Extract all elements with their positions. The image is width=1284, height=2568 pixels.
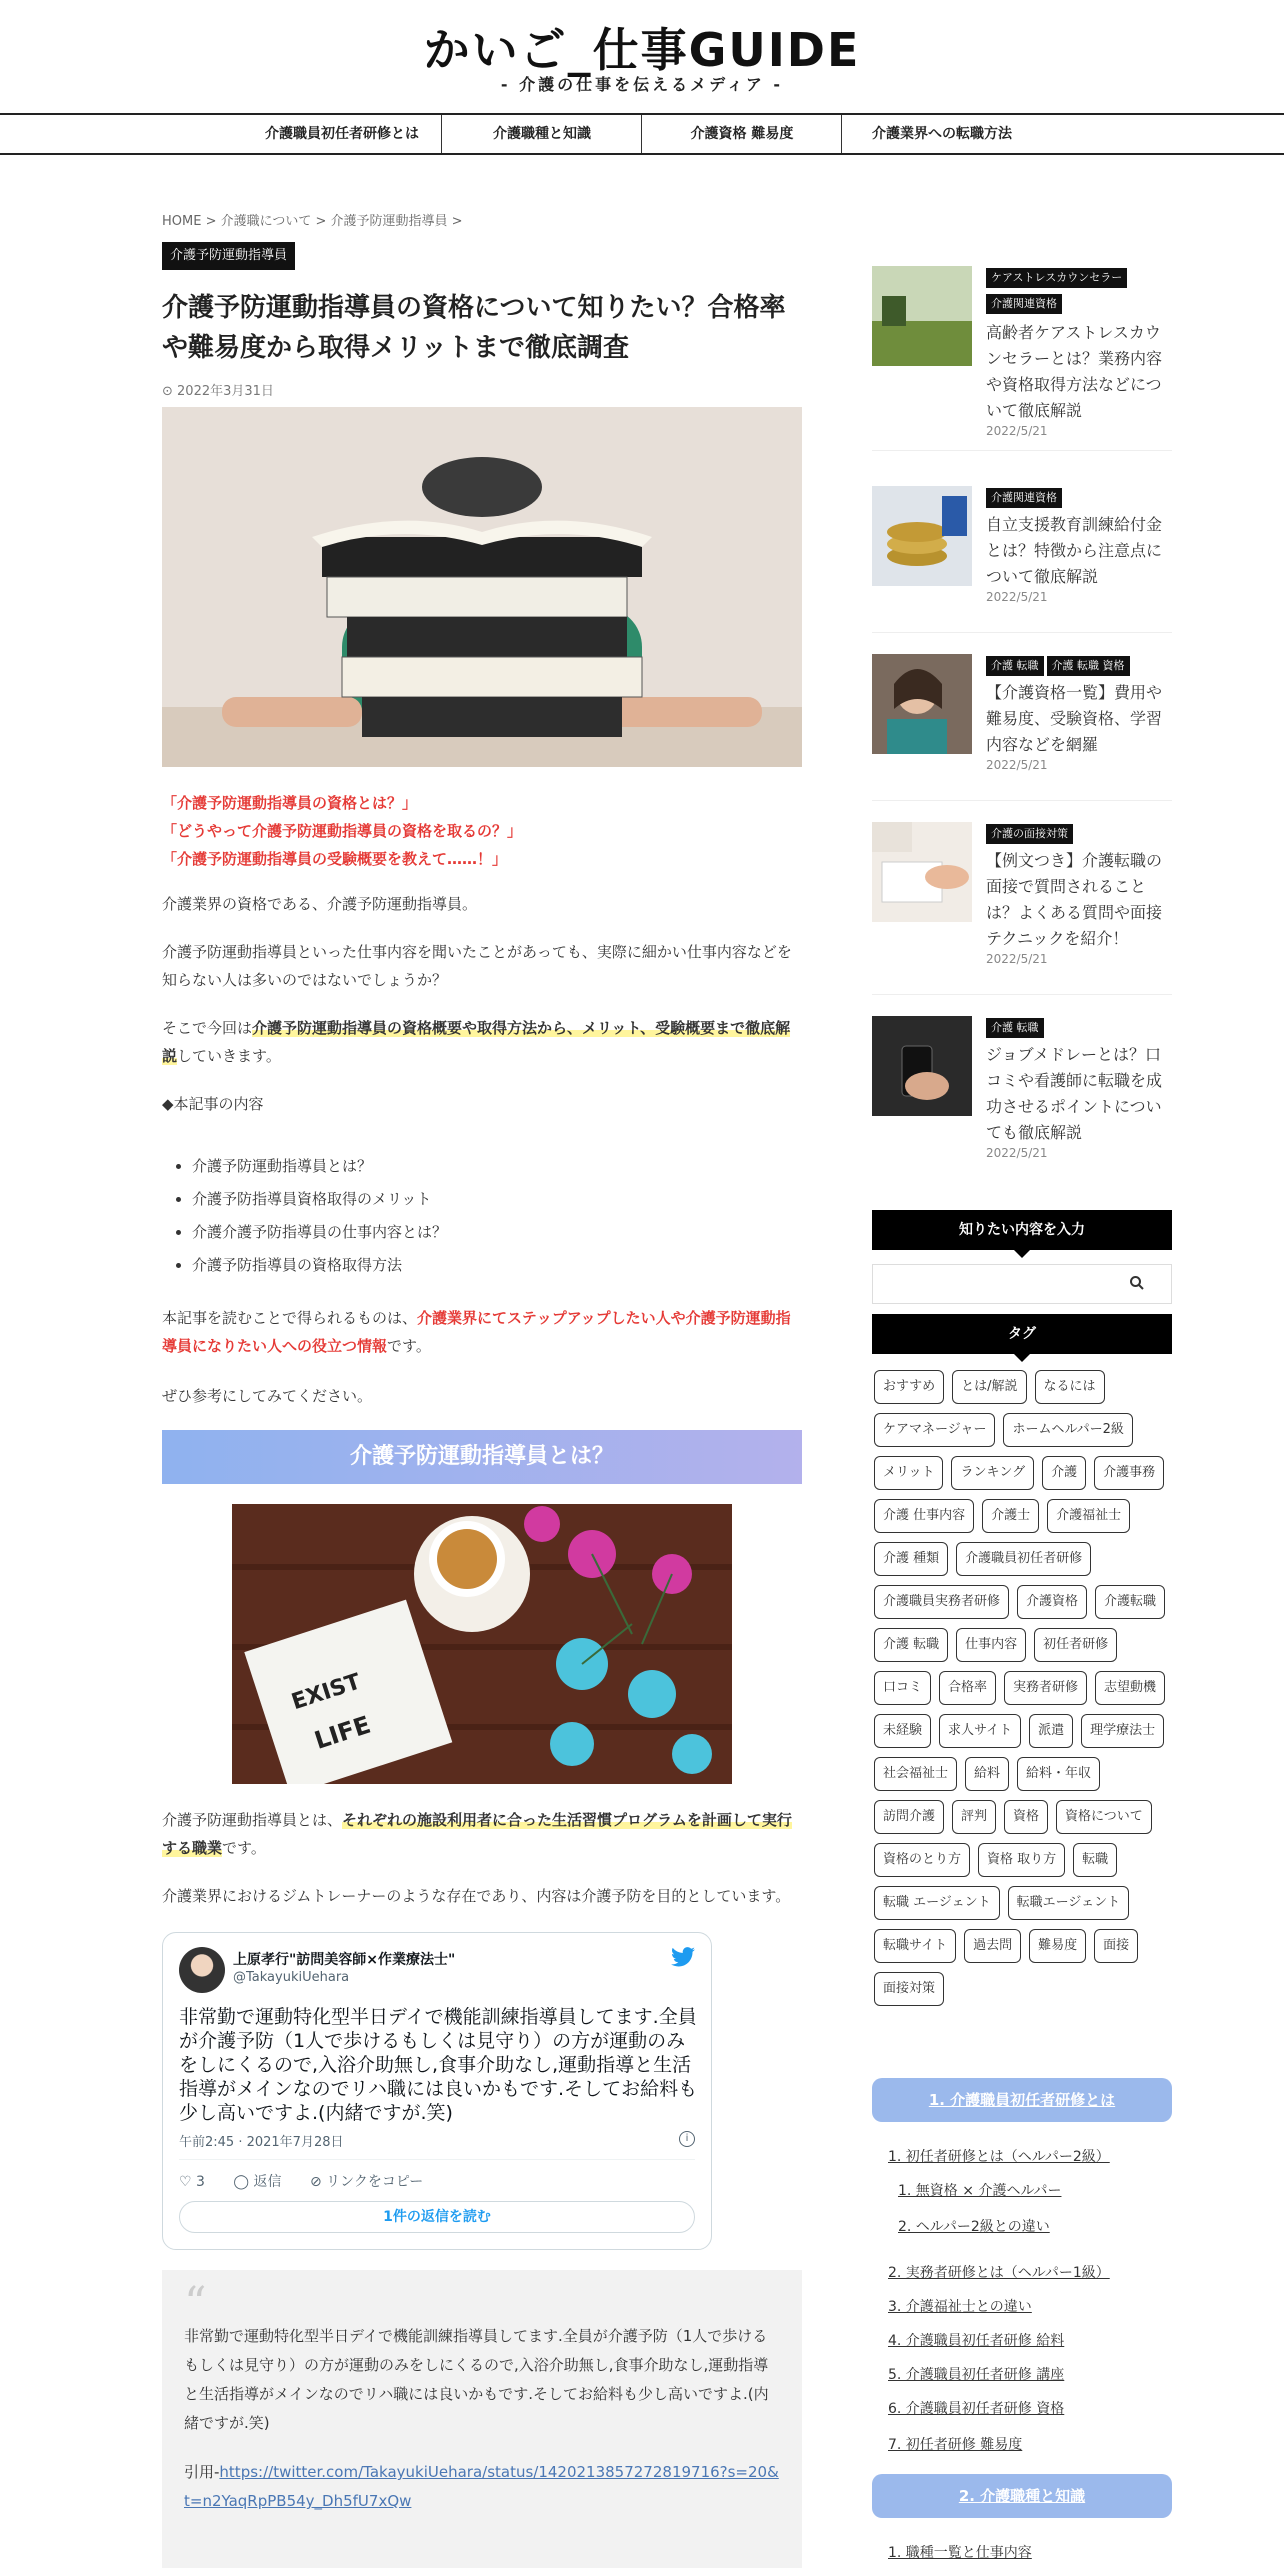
category-link[interactable]: 2. 実務者研修とは（ヘルパー1級） xyxy=(888,2265,1110,2281)
post-date: 2022/5/21 xyxy=(986,758,1048,772)
coffee-flowers-image xyxy=(232,1504,732,1784)
post-title[interactable]: 【介護資格一覧】費用や難易度、受験資格、学習内容などを網羅 xyxy=(986,683,1163,754)
tag-chip[interactable]: ホームヘルパー2級 xyxy=(1003,1413,1132,1447)
tag-chip[interactable]: なるには xyxy=(1035,1370,1105,1404)
tag-chip[interactable]: 介護 転職 xyxy=(874,1628,948,1662)
highlight-text: 介護予防運動指導員の資格概要や取得方法から、メリット、受験概要まで徹底解説 xyxy=(162,1019,791,1065)
post-thumbnail[interactable] xyxy=(872,486,972,586)
avatar[interactable] xyxy=(179,1947,225,1993)
citation-label: 引用- xyxy=(184,2463,220,2481)
quote-citation xyxy=(184,2458,780,2516)
category-link[interactable]: 1. 初任者研修とは（ヘルパー2級） xyxy=(888,2149,1110,2165)
twitter-bird-icon[interactable] xyxy=(671,1947,695,1971)
category-link[interactable]: 1. 無資格 × 介護ヘルパー xyxy=(898,2183,1062,2199)
tag-chip[interactable]: 転職 xyxy=(1073,1843,1117,1877)
tag-chip[interactable]: 介護職員実務者研修 xyxy=(874,1585,1009,1619)
paragraph xyxy=(162,1304,802,1360)
post-date: 2022/5/21 xyxy=(986,1146,1048,1160)
divider xyxy=(872,450,1172,451)
post-tags xyxy=(986,822,1172,848)
tag-chip[interactable]: 難易度 xyxy=(1029,1929,1086,1963)
clock-icon: ⊙ xyxy=(162,384,178,399)
site-logo[interactable]: かいご_仕事GUIDE xyxy=(423,23,861,77)
paragraph xyxy=(162,1014,802,1070)
tag-chip[interactable]: 口コミ xyxy=(874,1671,931,1705)
tag-chip[interactable]: 介護福祉士 xyxy=(1047,1499,1130,1533)
nav-item-shoninsha[interactable]: 介護職員初任者研修とは xyxy=(265,126,419,142)
intro-question-1: 「介護予防運動指導員の資格とは？」 xyxy=(162,794,418,812)
paragraph-text: です。 xyxy=(222,1839,266,1857)
global-nav xyxy=(0,113,1284,155)
category-link[interactable]: 4. 介護職員初任者研修 給料 xyxy=(888,2333,1065,2349)
tweet-actions xyxy=(179,2171,447,2191)
post-date xyxy=(162,380,274,399)
like-button[interactable]: ♡ 3 xyxy=(179,2174,205,2190)
reply-button[interactable]: ◯ 返信 xyxy=(233,2174,282,2190)
site-header xyxy=(0,0,1284,112)
tag-chip[interactable]: 仕事内容 xyxy=(956,1628,1026,1662)
post-tag[interactable]: 介護の面接対策 xyxy=(986,824,1073,844)
category-link[interactable]: 2. ヘルパー2級との違い xyxy=(898,2219,1050,2235)
blockquote xyxy=(162,2270,802,2568)
intro-question-3: 「介護予防運動指導員の受験概要を教えて……！」 xyxy=(162,850,508,868)
post-tag[interactable]: ケアストレスカウンセラー xyxy=(986,268,1127,288)
list-item: • 介護予防運動指導員とは？ xyxy=(192,1150,792,1183)
citation-link[interactable]: https://twitter.com/TakayukiUehara/status/1420213857272819716?s=20&t=n2YaqRpPB54y_Dh5fU7xQw xyxy=(184,2463,779,2510)
page-title: 介護予防運動指導員の資格について知りたい？合格率や難易度から取得メリットまで徹底調査 xyxy=(162,293,786,363)
tag-chip[interactable]: メリット xyxy=(874,1456,943,1490)
paragraph-text: 本記事を読むことで得られるものは、 xyxy=(162,1309,418,1327)
category-heading[interactable]: 2. 介護職種と知識 xyxy=(872,2474,1172,2518)
paragraph: 介護業界におけるジムトレーナーのような存在であり、内容は介護予防を目的としています。 xyxy=(162,1887,791,1905)
quote-text: 非常勤で運動特化型半日デイで機能訓練指導員してます.全員が介護予防（1人で歩けるもしくは見守り）の方が運動のみをしにくるので,入浴介助無し,食事介助なし,運動指導と生活指導がメインなのでリハ職には良いかもです.そしてお給料も少し高いですよ.(内緒ですが.笑) xyxy=(184,2327,769,2432)
tag-chip[interactable]: 合格率 xyxy=(939,1671,996,1705)
post-tag[interactable]: 介護関連資格 xyxy=(986,294,1062,314)
tag-chip[interactable]: 資格 xyxy=(1004,1800,1048,1834)
red-emphasis-text: 介護業界にてステップアップしたい人や介護予防運動指導員になりたい人への役立つ情報 xyxy=(162,1309,791,1355)
category-link[interactable]: 3. 介護福祉士との違い xyxy=(888,2299,1032,2315)
quote-icon: “ xyxy=(184,2278,207,2329)
category-link[interactable]: 7. 初任者研修 難易度 xyxy=(888,2437,1023,2453)
tag-chip[interactable]: 実務者研修 xyxy=(1004,1671,1087,1705)
tag-chip[interactable]: 資格 取り方 xyxy=(978,1843,1065,1877)
divider xyxy=(872,994,1172,995)
post-thumbnail[interactable] xyxy=(872,822,972,922)
post-thumbnail[interactable] xyxy=(872,1016,972,1116)
category-heading[interactable]: 1. 介護職員初任者研修とは xyxy=(872,2078,1172,2122)
tag-chip[interactable]: 資格のとり方 xyxy=(874,1843,970,1877)
tag-chip[interactable]: 介護事務 xyxy=(1094,1456,1164,1490)
post-date: 2022/5/21 xyxy=(986,952,1048,966)
sidebar-post[interactable] xyxy=(872,266,1172,436)
nav-item-tenshoku[interactable]: 介護業界への転職方法 xyxy=(872,126,1012,142)
tweet-timestamp[interactable]: 午前2:45 · 2021年7月28日 xyxy=(179,2135,344,2150)
search-icon[interactable] xyxy=(1129,1275,1145,1295)
post-tag[interactable]: 介護関連資格 xyxy=(986,488,1062,508)
tweet-author-name[interactable]: 上原孝行"訪問美容師×作業療法士" xyxy=(233,1952,456,1968)
post-tags xyxy=(986,266,1172,318)
post-title[interactable]: 高齢者ケアストレスカウンセラーとは？業務内容や資格取得方法などについて徹底解説 xyxy=(986,323,1163,420)
paragraph: 介護業界の資格である、介護予防運動指導員。 xyxy=(162,895,478,913)
post-date-text: 2022年3月31日 xyxy=(177,384,274,399)
sidebar-post[interactable] xyxy=(872,822,1172,972)
post-tag[interactable]: 介護 転職 xyxy=(986,1018,1044,1038)
post-date: 2022/5/21 xyxy=(986,590,1048,604)
tag-chip[interactable]: とは/解説 xyxy=(952,1370,1026,1404)
post-title[interactable]: 自立支援教育訓練給付金とは？特徴から注意点について徹底解説 xyxy=(986,515,1163,586)
tag-chip[interactable]: 初任者研修 xyxy=(1034,1628,1117,1662)
paragraph-text: 介護予防運動指導員とは、 xyxy=(162,1811,343,1829)
read-replies-button[interactable]: 1件の返信を読む xyxy=(179,2201,695,2233)
tag-chip[interactable]: 社会福祉士 xyxy=(874,1757,957,1791)
nav-item-shokushu[interactable]: 介護職種と知識 xyxy=(493,126,591,142)
intro-question-2: 「どうやって介護予防運動指導員の資格を取るの？」 xyxy=(162,822,523,840)
tag-chip[interactable]: ケアマネージャー xyxy=(874,1413,995,1447)
site-tagline: - 介護の仕事を伝えるメディア - xyxy=(500,75,784,94)
tag-chip[interactable]: 給料・年収 xyxy=(1017,1757,1100,1791)
divider xyxy=(872,632,1172,633)
tag-chip[interactable]: 介護士 xyxy=(982,1499,1039,1533)
tag-chip[interactable]: 過去問 xyxy=(964,1929,1021,1963)
paragraph-text: です。 xyxy=(387,1337,431,1355)
divider xyxy=(179,2159,695,2160)
search-input[interactable] xyxy=(872,1264,1172,1304)
tag-chip[interactable]: 給料 xyxy=(965,1757,1009,1791)
tag-cloud xyxy=(874,1370,1174,2015)
section-heading: 介護予防運動指導員とは？ xyxy=(162,1430,802,1484)
post-tag[interactable]: 介護 転職 xyxy=(986,656,1044,676)
paragraph-text: そこで今回は xyxy=(162,1019,253,1037)
hero-image xyxy=(162,407,802,767)
sidebar-post[interactable] xyxy=(872,654,1172,784)
tag-chip[interactable]: 評判 xyxy=(952,1800,996,1834)
category-badge[interactable]: 介護予防運動指導員 xyxy=(162,242,295,270)
paragraph: 介護予防運動指導員といった仕事内容を聞いたことがあっても、実際に細かい仕事内容などを知らない人は多いのではないでしょうか？ xyxy=(162,943,792,989)
toc-list xyxy=(192,1150,792,1282)
post-title[interactable]: ジョブメドレーとは？口コミや看護師に転職を成功させるポイントについても徹底解説 xyxy=(986,1045,1163,1142)
tweet-author-handle[interactable]: @TakayukiUehara xyxy=(233,1970,350,1985)
paragraph-text: していきます。 xyxy=(177,1047,281,1065)
tweet-text: 非常勤で運動特化型半日デイで機能訓練指導員してます.全員が介護予防（1人で歩けるもしくは見守り）の方が運動のみをしにくるので,入浴介助無し,食事介助なし,運動指導と生活指導がメインなのでリハ職には良いかもです.そしてお給料も少し高いですよ.(内緒ですが.笑) xyxy=(179,2006,698,2124)
post-title[interactable]: 【例文つき】介護転職の面接で質問されることは？よくある質問や面接テクニックを紹介！ xyxy=(986,851,1163,948)
highlight-text: それぞれの施設利用者に合った生活習慣プログラムを計画して実行する職業 xyxy=(162,1811,792,1857)
list-item: • 介護予防指導員資格取得のメリット xyxy=(192,1183,792,1216)
post-tags xyxy=(986,486,1172,512)
toc-label: ◆本記事の内容 xyxy=(162,1095,264,1113)
tag-chip[interactable]: 志望動機 xyxy=(1095,1671,1165,1705)
svg-text:EXIST: EXIST xyxy=(288,1669,364,1716)
tag-chip[interactable]: 介護資格 xyxy=(1017,1585,1087,1619)
search-widget-title: 知りたい内容を入力 xyxy=(872,1210,1172,1250)
tag-chip[interactable]: 転職サイト xyxy=(874,1929,956,1963)
post-tag[interactable]: 介護 転職 資格 xyxy=(1047,656,1130,676)
sidebar-post[interactable] xyxy=(872,1016,1172,1166)
tag-chip[interactable]: 派遣 xyxy=(1029,1714,1073,1748)
embedded-tweet[interactable] xyxy=(162,1932,712,2250)
post-tags xyxy=(986,1016,1172,1042)
tag-chip[interactable]: おすすめ xyxy=(874,1370,944,1404)
breadcrumb[interactable]: HOME > 介護職について > 介護予防運動指導員 > xyxy=(162,214,463,229)
list-item: • 介護予防指導員の資格取得方法 xyxy=(192,1249,792,1282)
tag-chip[interactable]: 面接 xyxy=(1094,1929,1138,1963)
tag-chip[interactable]: ランキング xyxy=(951,1456,1034,1490)
tag-chip[interactable]: 資格について xyxy=(1056,1800,1152,1834)
list-item: • 介護介護予防指導員の仕事内容とは？ xyxy=(192,1216,792,1249)
tag-chip[interactable]: 理学療法士 xyxy=(1081,1714,1164,1748)
svg-text:LIFE: LIFE xyxy=(311,1710,374,1755)
tag-chip[interactable]: 介護職員初任者研修 xyxy=(956,1542,1091,1576)
post-tags xyxy=(986,654,1172,680)
paragraph: ぜひ参考にしてみてください。 xyxy=(162,1387,373,1405)
divider xyxy=(872,800,1172,801)
tag-chip[interactable]: 介護 xyxy=(1042,1456,1086,1490)
category-link[interactable]: 6. 介護職員初任者研修 資格 xyxy=(888,2401,1065,2417)
tag-chip[interactable]: 未経験 xyxy=(874,1714,931,1748)
paragraph xyxy=(162,1806,802,1862)
category-link[interactable]: 1. 職種一覧と仕事内容 xyxy=(888,2545,1032,2561)
tag-chip[interactable]: 求人サイト xyxy=(939,1714,1021,1748)
category-link[interactable]: 5. 介護職員初任者研修 講座 xyxy=(888,2367,1065,2383)
copy-link-button[interactable]: ⊘ リンクをコピー xyxy=(309,2174,424,2190)
sidebar-post[interactable] xyxy=(872,486,1172,616)
post-thumbnail[interactable] xyxy=(872,266,972,366)
tag-widget-title: タグ xyxy=(872,1314,1172,1354)
info-icon[interactable]: i xyxy=(679,2131,695,2147)
tag-chip[interactable]: 介護 仕事内容 xyxy=(874,1499,974,1533)
tag-chip[interactable]: 訪問介護 xyxy=(874,1800,944,1834)
post-thumbnail[interactable] xyxy=(872,654,972,754)
tag-chip[interactable]: 転職 エージェント xyxy=(874,1886,1000,1920)
tag-chip[interactable]: 転職エージェント xyxy=(1008,1886,1129,1920)
post-date: 2022/5/21 xyxy=(986,424,1048,438)
tag-chip[interactable]: 介護 種類 xyxy=(874,1542,948,1576)
nav-item-shikaku[interactable]: 介護資格 難易度 xyxy=(690,126,794,142)
tag-chip[interactable]: 介護転職 xyxy=(1095,1585,1165,1619)
tag-chip[interactable]: 面接対策 xyxy=(874,1972,944,2006)
